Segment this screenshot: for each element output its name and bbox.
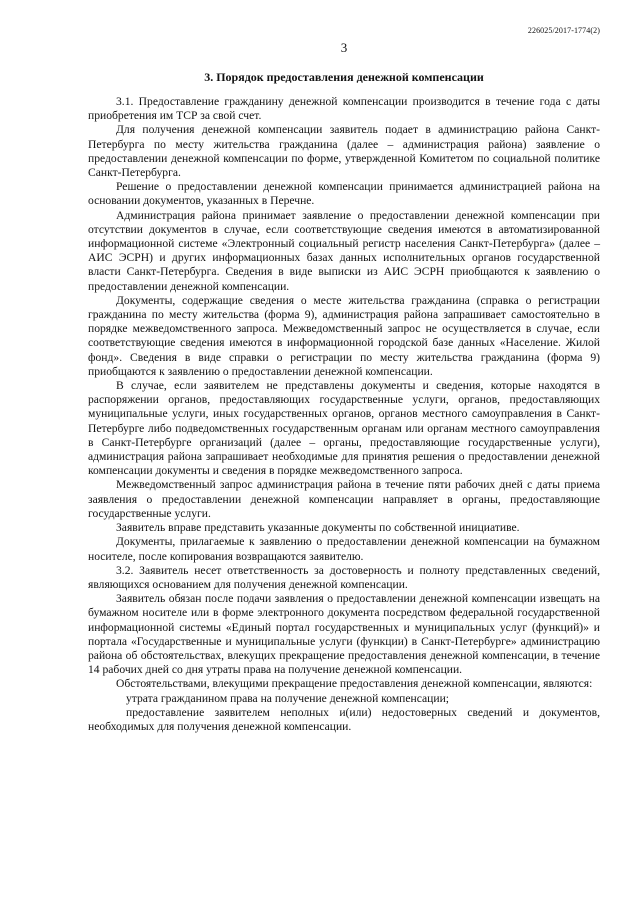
section-title: 3. Порядок предоставления денежной компенсации [204,70,484,84]
document-body [88,95,600,734]
document-number: 226025/2017-1774(2) [527,26,600,35]
list-item: утрата гражданином права на получение денежной компенсации; [126,691,449,705]
paragraph-3-1: 3.1. Предоставление гражданину денежной компенсации производится в течение года с даты приобретения им ТСР за свой счет. [88,95,600,123]
paragraph: Документы, содержащие сведения о месте жительства гражданина (справка о регистрации гражданина по месту жительства (форма 9), администрация района запрашивает самостоятельно в порядке межведомственного запроса. Межведомственный запрос не осуществляется в случае, если соответствующие сведения имеются в информационной городской базе данных «Население. Жилой фонд». Сведения в виде справки о регистрации по месту жительства гражданина (форма 9) приобщаются к заявлению о предоставлении денежной компенсации. [88,293,600,378]
paragraph: Документы, прилагаемые к заявлению о предоставлении денежной компенсации на бумажном носителе, после копирования возвращаются заявителю. [88,535,600,563]
paragraph: Решение о предоставлении денежной компенсации принимается администрацией района на основании документов, указанных в Перечне. [88,180,600,208]
paragraph-3-2: 3.2. Заявитель несет ответственность за достоверность и полноту представленных сведений, являющихся основанием для получения денежной компенсации. [88,563,600,591]
paragraph: Заявитель вправе представить указанные документы по собственной инициативе. [116,521,520,535]
paragraph: Администрация района принимает заявление о предоставлении денежной компенсации при отсутствии документов в случае, если соответствующие сведения имеются в автоматизированной информационной системе «Электронный социальный регистр населения Санкт-Петербурга» (далее – АИС ЭСРН) и других информационных базах данных исполнительных органов государственной власти Санкт-Петербурга. Сведения в виде выписки из АИС ЭСРН приобщаются к заявлению о предоставлении денежной компенсации. [88,208,600,293]
paragraph: Для получения денежной компенсации заявитель подает в администрацию района Санкт-Петербурга по месту жительства гражданина (далее – администрация района) заявление о предоставлении денежной компенсации по форме, утвержденной Комитетом по социальной политике Санкт-Петербурга. [88,123,600,180]
paragraph: Обстоятельствами, влекущими прекращение предоставления денежной компенсации, являются: [116,677,593,691]
page-number: 3 [340,40,348,55]
list-item: предоставление заявителем неполных и(или) недостоверных сведений и документов, необходимых для получения денежной компенсации. [88,705,600,733]
paragraph: Заявитель обязан после подачи заявления о предоставлении денежной компенсации извещать на бумажном носителе или в форме электронного документа посредством федеральной государственной информационной системы «Единый портал государственных и муниципальных услуг (функций)» и портала «Государственные и муниципальные услуги (функции) в Санкт-Петербурге» администрацию района об обстоятельствах, влекущих прекращение предоставления денежной компенсации, в течение 14 рабочих дней со дня утраты права на получение денежной компенсации. [88,592,600,677]
paragraph: Межведомственный запрос администрация района в течение пяти рабочих дней с даты приема заявления о предоставлении денежной компенсации направляет в органы, предоставляющие государственные услуги. [88,478,600,520]
paragraph: В случае, если заявителем не представлены документы и сведения, которые находятся в распоряжении органов, предоставляющих государственные услуги, органов, предоставляющих муниципальные услуги, иных государственных органов, органов местного самоуправления в Санкт-Петербурге либо подведомственных государственным органам или органам местного самоуправления в Санкт-Петербурге организаций (далее – органы, предоставляющие государственные услуги), администрация района запрашивает необходимые для принятия решения о предоставлении денежной компенсации документы и сведения в порядке межведомственного запроса. [88,379,600,478]
